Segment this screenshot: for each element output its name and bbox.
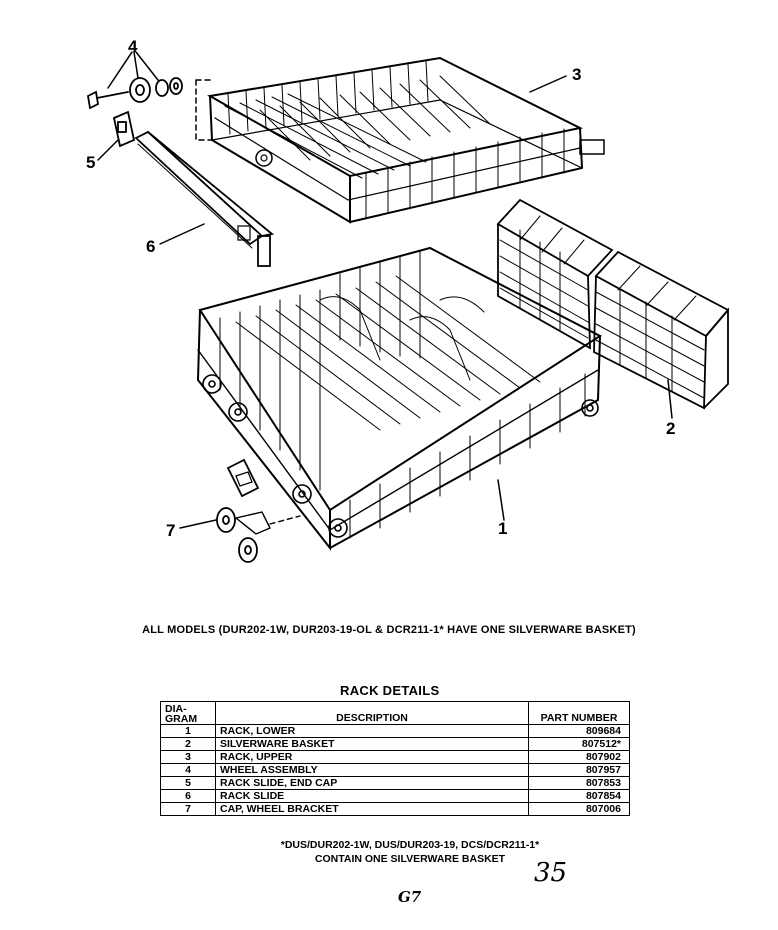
- rack-slide-drawing: [136, 132, 272, 266]
- wheel-assembly-drawing: [88, 52, 182, 108]
- leader-lines: [98, 76, 672, 528]
- row-description: SILVERWARE BASKET: [216, 738, 529, 751]
- row-description: RACK, UPPER: [216, 751, 529, 764]
- footnote-line1: *DUS/DUR202-1W, DUS/DUR203-19, DCS/DCR211-1*: [280, 839, 540, 851]
- table-header-row: [161, 702, 630, 725]
- rack-details-table: [160, 701, 630, 816]
- row-part-number: 807902: [529, 751, 630, 764]
- row-description: RACK SLIDE, END CAP: [216, 777, 529, 790]
- footnote: [0, 838, 778, 866]
- rack-upper-drawing: [196, 58, 604, 222]
- row-diagram: 1: [161, 725, 216, 738]
- row-description: RACK, LOWER: [216, 725, 529, 738]
- row-part-number: 807512*: [529, 738, 630, 751]
- models-note: ALL MODELS (DUR202-1W, DUR203-19-OL & DCR211-1* HAVE ONE SILVERWARE BASKET): [142, 624, 636, 636]
- table-row: [161, 751, 630, 764]
- row-description: WHEEL ASSEMBLY: [216, 764, 529, 777]
- row-part-number: 807853: [529, 777, 630, 790]
- table-row: [161, 777, 630, 790]
- callout-7: 7: [166, 521, 176, 540]
- table-row: [161, 790, 630, 803]
- row-diagram: 7: [161, 803, 216, 816]
- row-part-number: 809684: [529, 725, 630, 738]
- row-diagram: 5: [161, 777, 216, 790]
- table-row: [161, 738, 630, 751]
- row-diagram: 3: [161, 751, 216, 764]
- row-diagram: 6: [161, 790, 216, 803]
- callout-1: 1: [498, 519, 508, 538]
- row-diagram: 4: [161, 764, 216, 777]
- callout-5: 5: [86, 153, 96, 172]
- cap-wheel-bracket-drawing: [217, 460, 300, 562]
- header-description: DESCRIPTION: [216, 702, 529, 725]
- callout-4: 4: [128, 37, 138, 56]
- row-description: CAP, WHEEL BRACKET: [216, 803, 529, 816]
- callout-2: 2: [666, 419, 676, 438]
- callout-6: 6: [146, 237, 156, 256]
- table-title: RACK DETAILS: [340, 683, 440, 698]
- footnote-line2: CONTAIN ONE SILVERWARE BASKET: [314, 853, 506, 865]
- header-part-number: PART NUMBER: [529, 702, 630, 725]
- header-diagram-line2: GRAM: [165, 713, 198, 725]
- table-row: [161, 803, 630, 816]
- header-diagram-line1: DIA-: [165, 703, 187, 715]
- table-row: [161, 764, 630, 777]
- table-row: [161, 725, 630, 738]
- page-code: G7: [398, 888, 422, 906]
- row-diagram: 2: [161, 738, 216, 751]
- callout-3: 3: [572, 65, 582, 84]
- row-part-number: 807854: [529, 790, 630, 803]
- row-part-number: 807006: [529, 803, 630, 816]
- page-mark: 35: [534, 858, 568, 888]
- row-part-number: 807957: [529, 764, 630, 777]
- row-description: RACK SLIDE: [216, 790, 529, 803]
- header-diagram: [161, 702, 216, 725]
